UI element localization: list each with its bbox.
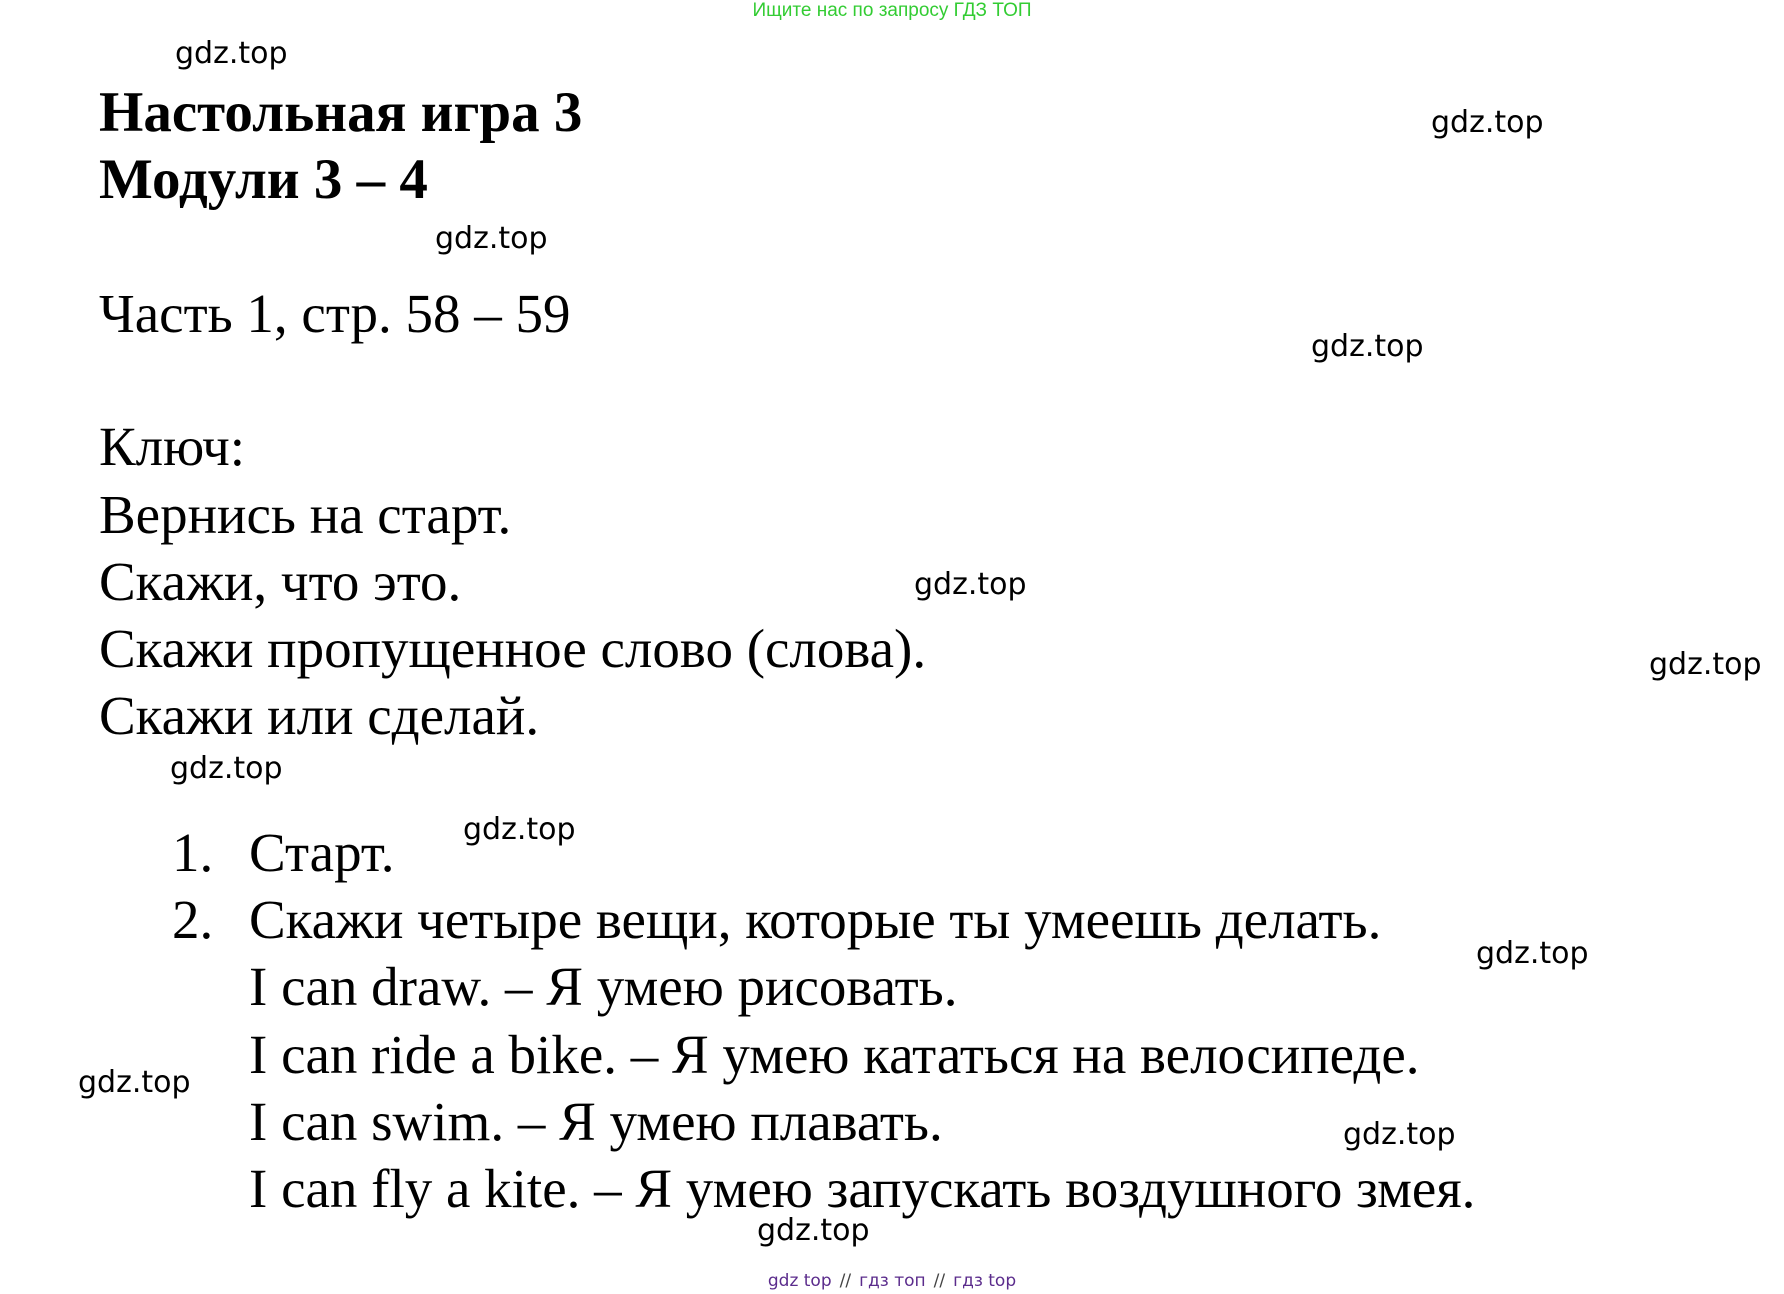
footer-separator: //	[839, 1271, 852, 1291]
key-line: Скажи пропущенное слово (слова).	[99, 618, 927, 679]
watermark: gdz.top	[1476, 936, 1589, 971]
key-line: Скажи, что это.	[99, 551, 462, 612]
title-line-1: Настольная игра 3	[99, 81, 583, 144]
watermark: gdz.top	[1431, 105, 1544, 140]
key-line: Вернись на старт.	[99, 484, 512, 545]
list-number: 2.	[172, 889, 214, 950]
watermark: gdz.top	[1311, 329, 1424, 364]
watermark: gdz.top	[757, 1213, 870, 1248]
example-line: I can swim. – Я умею плавать.	[249, 1091, 943, 1152]
footer-link[interactable]: гдз top	[953, 1271, 1017, 1291]
list-item: Скажи четыре вещи, которые ты умеешь делать.	[249, 889, 1382, 950]
footer-link[interactable]: gdz top	[767, 1271, 832, 1291]
footer-links	[0, 1271, 1784, 1291]
example-line: I can fly a kite. – Я умею запускать воздушного змея.	[249, 1158, 1476, 1219]
title-line-2: Модули 3 – 4	[99, 148, 428, 211]
footer-separator: //	[933, 1271, 946, 1291]
watermark: gdz.top	[1649, 647, 1762, 682]
list-item: Старт.	[249, 822, 395, 883]
top-banner: Ищите нас по запросу ГДЗ ТОП	[752, 0, 1032, 21]
watermark: gdz.top	[175, 36, 288, 71]
list-number: 1.	[172, 822, 214, 883]
watermark: gdz.top	[78, 1065, 191, 1100]
watermark: gdz.top	[170, 751, 283, 786]
watermark: gdz.top	[435, 221, 548, 256]
watermark: gdz.top	[914, 567, 1027, 602]
key-line: Скажи или сделай.	[99, 685, 540, 746]
key-heading: Ключ:	[99, 416, 246, 477]
example-line: I can ride a bike. – Я умею кататься на велосипеде.	[249, 1024, 1420, 1085]
watermark: gdz.top	[463, 812, 576, 847]
example-line: I can draw. – Я умею рисовать.	[249, 956, 958, 1017]
part-reference: Часть 1, стр. 58 – 59	[99, 283, 571, 344]
footer-link[interactable]: гдз топ	[859, 1271, 926, 1291]
watermark: gdz.top	[1343, 1117, 1456, 1152]
